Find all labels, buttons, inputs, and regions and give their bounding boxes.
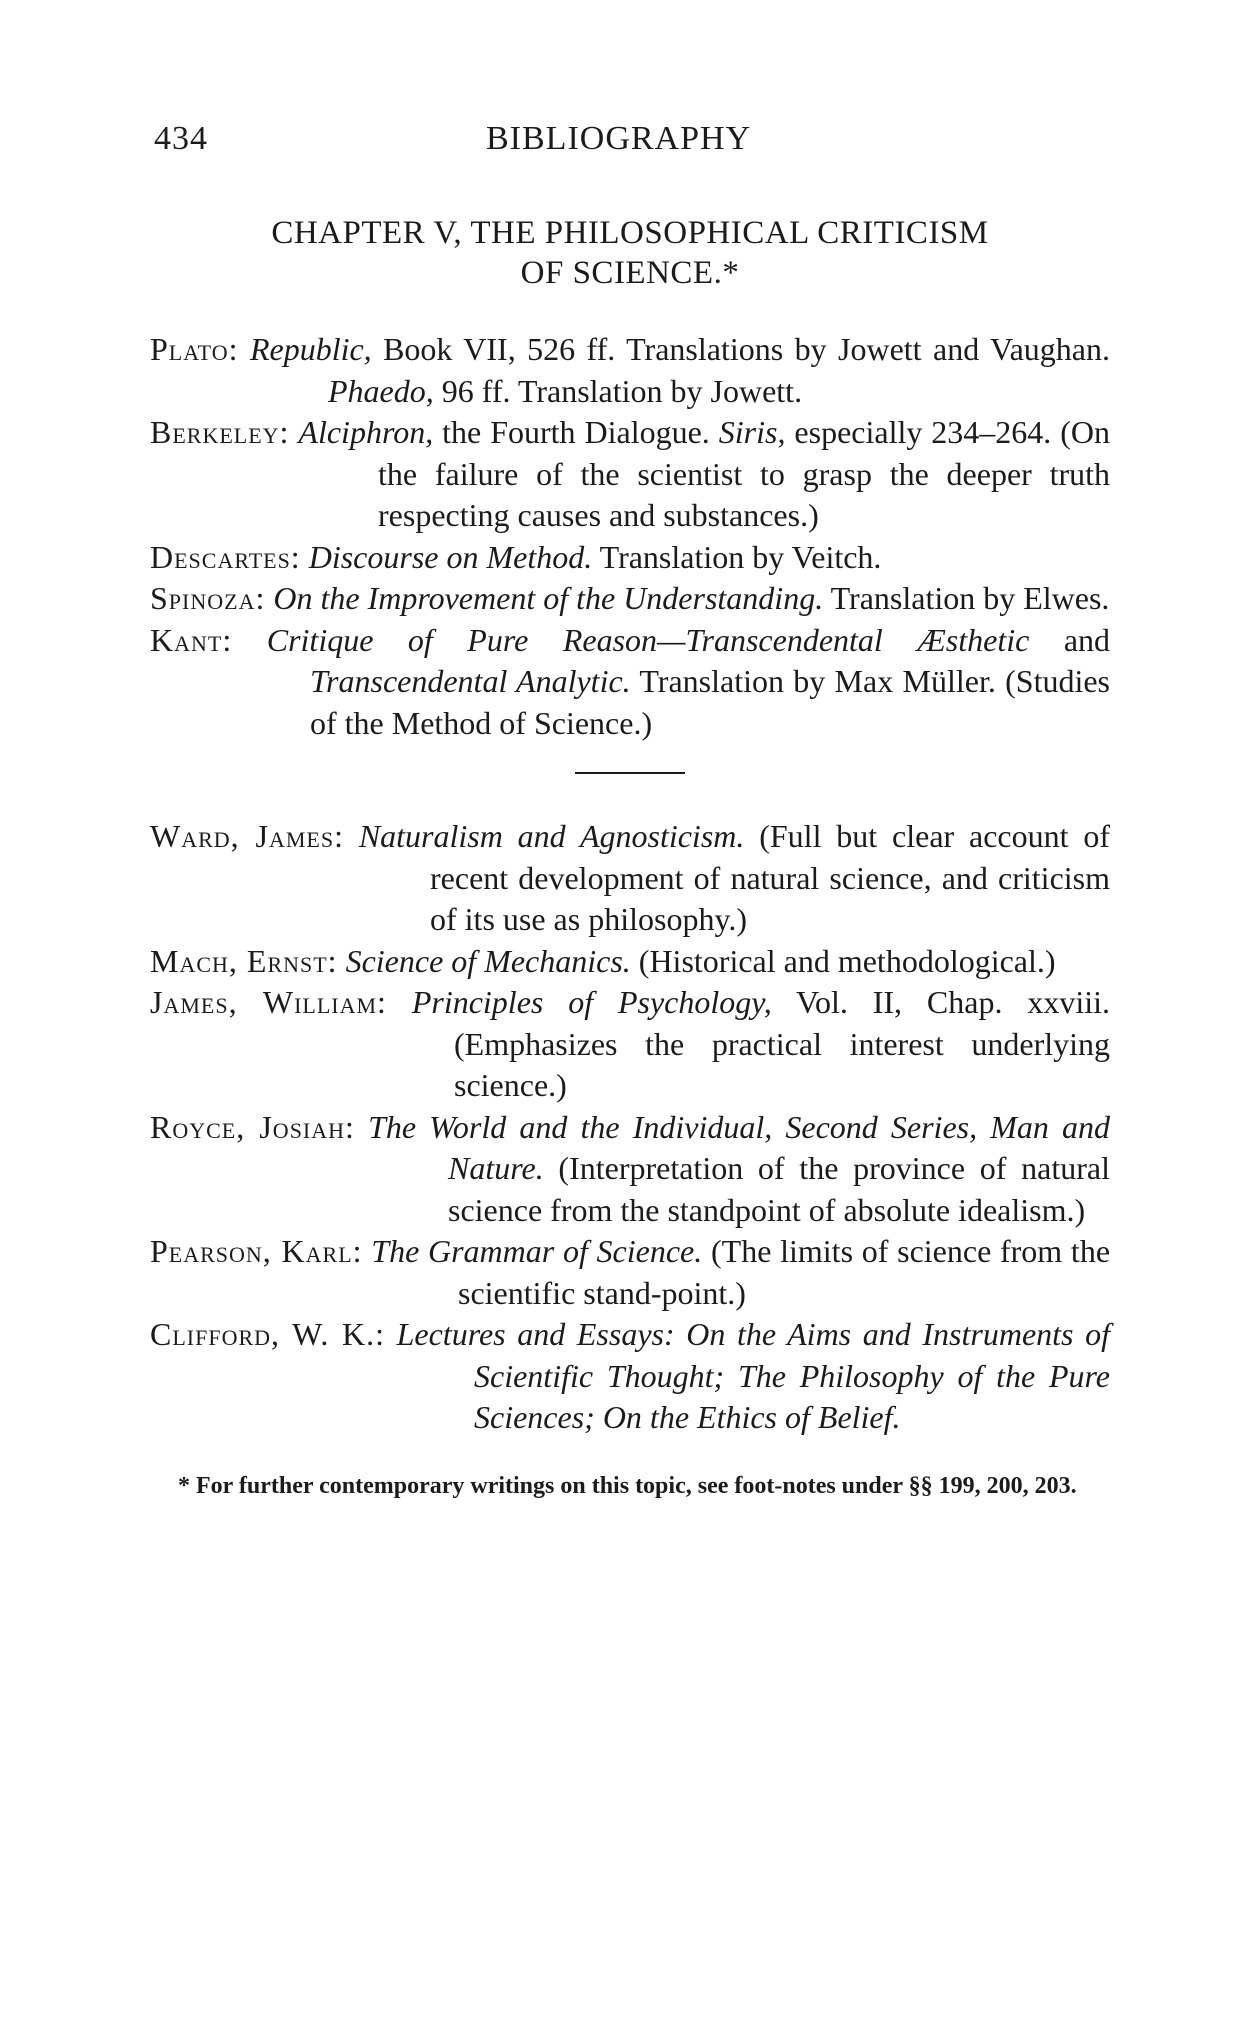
- work-title: The World and the Individual, Second Series, Man and Nature.: [368, 1108, 1111, 1186]
- work-title: Lectures and Essays: On the Aims and Instruments of Scientific Thought; The Philosophy of the Pure Sciences; On the Ethics of Belief.: [396, 1316, 1110, 1435]
- classic-sources-section: [150, 329, 1110, 744]
- entry-text: Book VII, 526 ff. Translations by Jowett and Vaughan.: [371, 331, 1111, 367]
- running-head: [150, 120, 1110, 170]
- work-title: Transcendental Analytic.: [310, 663, 631, 699]
- work-title: Science of Mechanics.: [345, 942, 631, 979]
- bibliography-entry-clifford: [150, 1314, 1110, 1439]
- entry-text: Translation by Veitch.: [592, 538, 882, 575]
- entry-text: Vol. II, Chap. xxviii. (Emphasizes the practical interest underlying science.): [454, 984, 1110, 1103]
- bibliography-entry-royce: [150, 1107, 1110, 1232]
- work-title: Siris,: [718, 414, 786, 450]
- entry-text: especially 234–264. (On the failure of the scientist to grasp the deeper truth respecting causes and substances.): [378, 414, 1111, 533]
- work-title: Naturalism and Agnosticism.: [358, 818, 745, 854]
- author-name: Berkeley:: [150, 414, 290, 450]
- bibliography-entry-descartes: [150, 537, 1110, 579]
- bibliography-entry-mach: [150, 941, 1110, 983]
- work-title: Discourse on Method.: [308, 538, 593, 575]
- entry-text: (The limits of science from the scientific stand-point.): [458, 1233, 1111, 1311]
- work-title: Critique of Pure Reason—Transcendental Æsthetic: [266, 621, 1030, 658]
- entry-text: (Full but clear account of recent development of natural science, and criticism of its use as philosophy.): [430, 818, 1111, 937]
- author-name: Descartes:: [150, 538, 301, 575]
- author-name: Plato:: [150, 331, 239, 367]
- entry-text: Translation by Max Müller. (Studies of the Method of Science.): [310, 663, 1111, 741]
- entry-text: Translation by Elwes.: [823, 580, 1110, 616]
- work-title: Phaedo,: [328, 372, 434, 409]
- work-title: Republic,: [249, 331, 372, 367]
- footnote: * For further contemporary writings on this topic, see foot-notes under §§ 199, 200, 203.: [178, 1472, 1077, 1499]
- chapter-heading-line-2: OF SCIENCE.*: [520, 255, 740, 291]
- author-name: Royce, Josiah:: [150, 1108, 355, 1145]
- work-title: Alciphron,: [298, 414, 434, 450]
- page-number: 434: [154, 120, 208, 157]
- chapter-heading-line-1: CHAPTER V, THE PHILOSOPHICAL CRITICISM: [271, 215, 989, 251]
- author-name: Spinoza:: [150, 580, 266, 616]
- author-name: Kant:: [150, 621, 233, 658]
- author-name: James, William:: [150, 984, 387, 1020]
- author-name: Ward, James:: [150, 818, 344, 854]
- bibliography-entry-berkeley: [150, 412, 1110, 537]
- work-title: Principles of Psychology,: [411, 984, 772, 1020]
- author-name: Mach, Ernst:: [150, 942, 338, 979]
- modern-sources-section: [150, 816, 1110, 1439]
- work-title: On the Improvement of the Understanding.: [273, 580, 824, 616]
- bibliography-entry-plato: [150, 329, 1110, 412]
- bibliography-entry-pearson: [150, 1231, 1110, 1314]
- author-name: Pearson, Karl:: [150, 1233, 363, 1269]
- entry-text: (Historical and methodological.): [630, 942, 1056, 979]
- work-title: The Grammar of Science.: [371, 1233, 703, 1269]
- entry-text: and: [1029, 621, 1111, 658]
- bibliography-entry-james: [150, 982, 1110, 1107]
- book-page: [150, 120, 1110, 1502]
- author-name: Clifford, W. K.:: [150, 1316, 385, 1352]
- chapter-heading: [150, 213, 1110, 293]
- entry-text: (Interpretation of the province of natural science from the standpoint of absolute idealism.): [448, 1150, 1110, 1228]
- bibliography-entry-kant: [150, 620, 1110, 745]
- entry-text: 96 ff. Translation by Jowett.: [433, 372, 803, 409]
- section-divider: [575, 772, 685, 774]
- bibliography-entry-spinoza: [150, 578, 1110, 620]
- entry-text: the Fourth Dialogue.: [433, 414, 719, 450]
- running-title: BIBLIOGRAPHY: [486, 120, 752, 157]
- bibliography-entry-ward: [150, 816, 1110, 941]
